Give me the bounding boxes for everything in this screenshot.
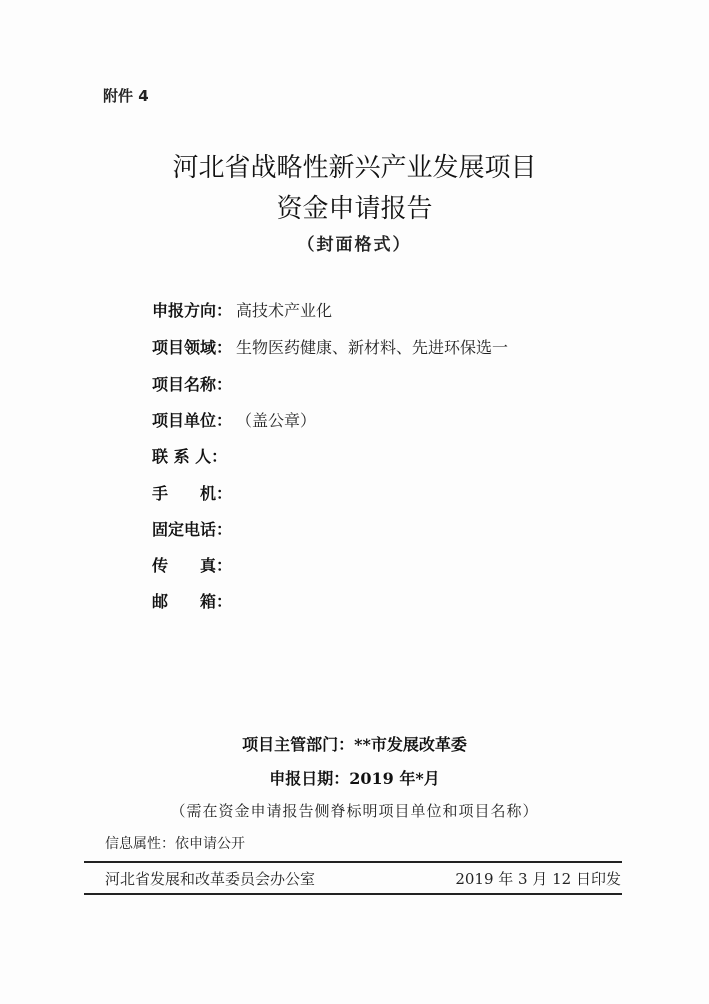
field-domain <box>152 335 508 358</box>
spine-note: （需在资金申请报告侧脊标明项目单位和项目名称） <box>170 802 539 820</box>
field-label: 传 真： <box>152 556 233 575</box>
application-date: 申报日期：2019 年*月 <box>269 769 440 788</box>
department-line: 项目主管部门：**市发展改革委 <box>242 735 467 754</box>
field-direction <box>152 298 332 321</box>
field-value: 高技术产业化 <box>236 301 333 320</box>
field-label: 邮 箱： <box>152 592 233 611</box>
document-title-line2: 资金申请报告 <box>276 194 433 224</box>
field-label: 项目领域： <box>152 338 233 357</box>
field-project-name <box>152 372 236 395</box>
field-label: 项目单位： <box>152 411 233 430</box>
issue-date: 2019 年 3 月 12 日印发 <box>455 870 621 888</box>
field-mobile <box>152 481 236 504</box>
field-contact <box>152 444 236 467</box>
field-project-unit <box>152 408 316 431</box>
field-label: 手 机： <box>152 484 233 503</box>
info-attribute: 信息属性：依申请公开 <box>105 836 245 852</box>
field-label: 申报方向： <box>152 301 233 320</box>
field-email <box>152 589 236 612</box>
document-title-line1: 河北省战略性新兴产业发展项目 <box>172 153 537 183</box>
field-value: 生物医药健康、新材料、先进环保选一 <box>236 338 509 357</box>
field-label: 项目名称： <box>152 375 233 394</box>
field-label: 联 系 人： <box>152 447 228 466</box>
divider-bottom <box>84 893 622 895</box>
document-subtitle: （封面格式） <box>297 235 412 255</box>
field-phone <box>152 517 236 540</box>
field-value: （盖公章） <box>236 411 317 430</box>
issuer: 河北省发展和改革委员会办公室 <box>105 870 316 888</box>
field-label: 固定电话： <box>152 520 233 539</box>
attachment-label: 附件 4 <box>103 87 149 105</box>
divider-top <box>84 861 622 863</box>
field-fax <box>152 553 236 576</box>
